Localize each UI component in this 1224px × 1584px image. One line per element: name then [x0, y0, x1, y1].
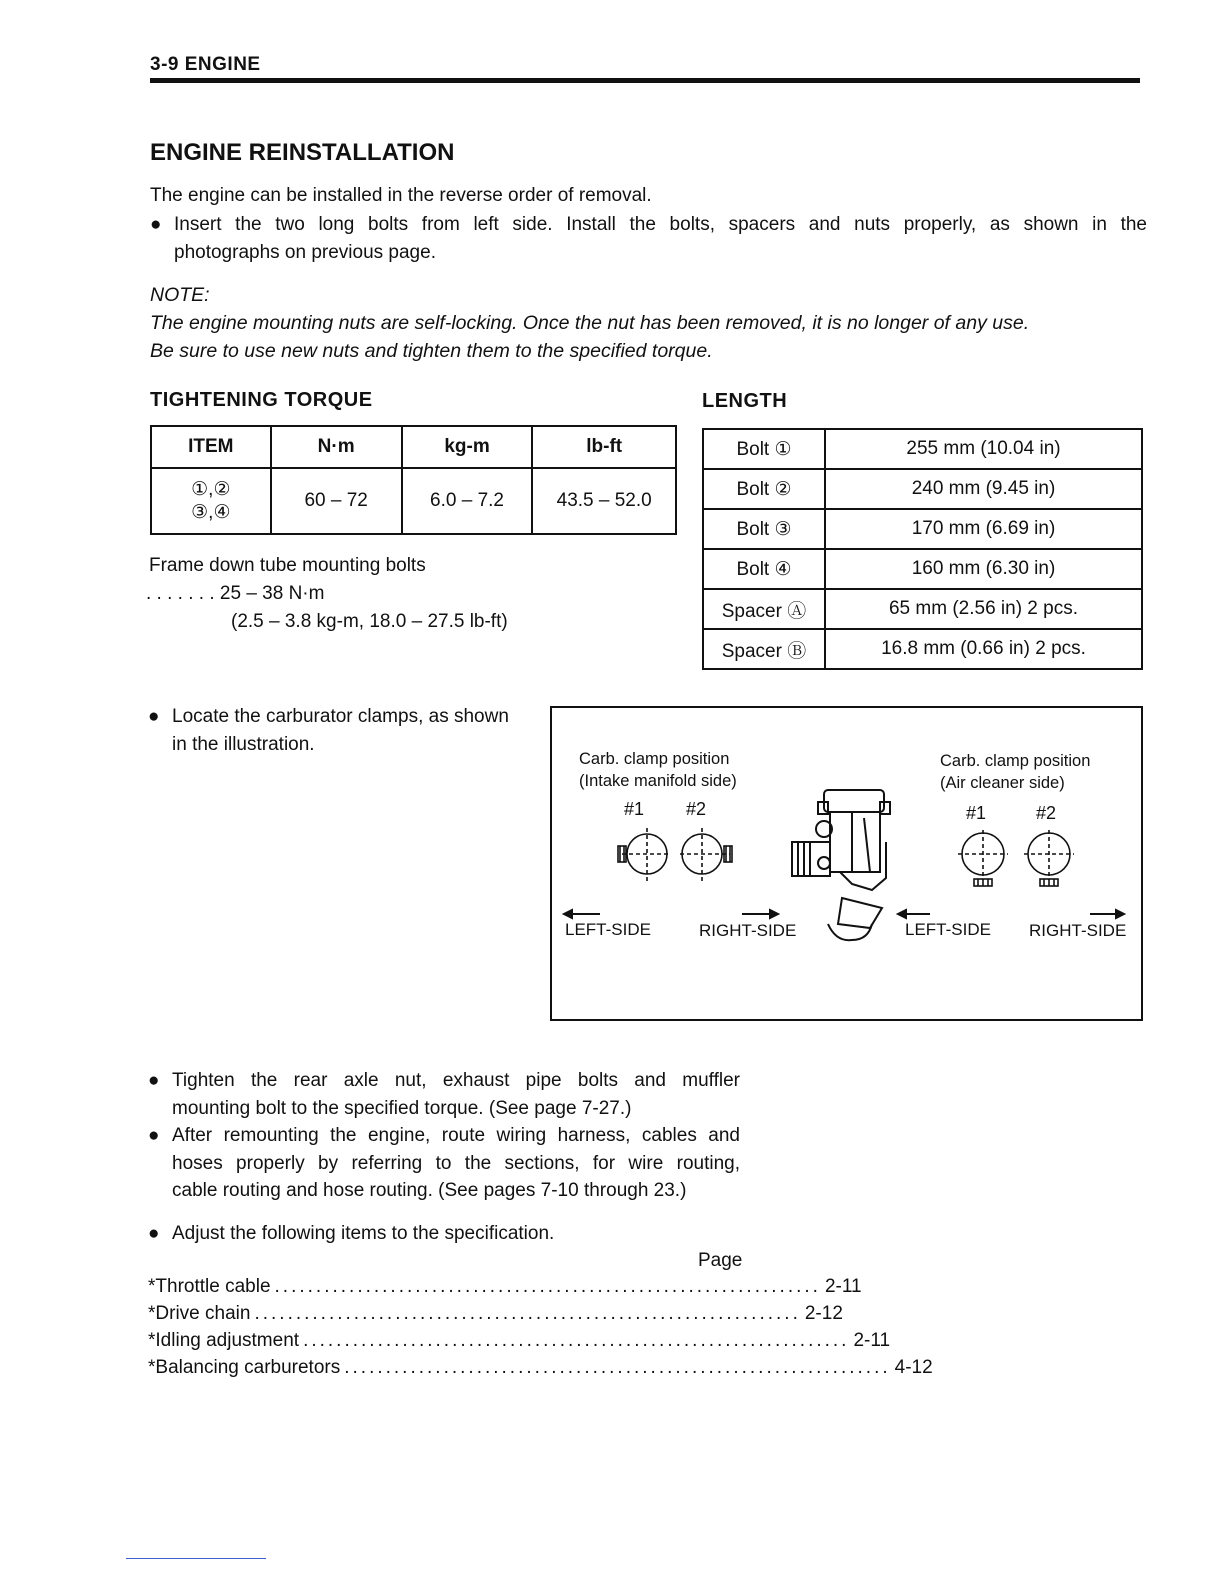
length-row — [703, 549, 1142, 589]
asterisk-icon: * — [148, 1276, 156, 1297]
adjust-item-name: Drive chain — [155, 1303, 251, 1324]
length-row — [703, 589, 1142, 629]
bullet4-line2: hoses properly by referring to the sections, for wire routing, — [172, 1153, 740, 1174]
length-value: 65 mm (2.56 in) 2 pcs. — [825, 589, 1142, 629]
length-part: Bolt ② — [703, 469, 825, 509]
air-cleaner-clamp-2-label: #2 — [1036, 803, 1057, 823]
frame-bolts-conversion: (2.5 – 3.8 kg-m, 18.0 – 27.5 lb-ft) — [231, 611, 508, 632]
leader-dots: .................................................................. — [254, 1303, 801, 1324]
bullet-dot: ● — [148, 1070, 160, 1091]
list-item — [148, 1357, 933, 1379]
length-value: 170 mm (6.69 in) — [825, 509, 1142, 549]
length-row — [703, 469, 1142, 509]
carb-bullet-line1: Locate the carburator clamps, as shown — [172, 706, 509, 727]
length-row — [703, 509, 1142, 549]
bullet-dot: ● — [148, 706, 160, 727]
torque-header-kgm: kg-m — [402, 426, 533, 468]
list-item — [148, 1303, 843, 1325]
intake-clamp-1-label: #1 — [624, 799, 645, 819]
direction-arrows — [564, 910, 1124, 918]
torque-lbft-value: 43.5 – 52.0 — [532, 468, 676, 534]
bullet-dot: ● — [150, 214, 162, 235]
torque-header-nm: N·m — [271, 426, 402, 468]
bullet-dot: ● — [148, 1125, 160, 1146]
frame-bolts-value: . . . . . . . 25 – 38 N·m — [146, 583, 325, 604]
page-title: ENGINE REINSTALLATION — [150, 139, 455, 166]
bullet1-line2: photographs on previous page. — [174, 242, 436, 263]
air-cleaner-clamp-diagram — [958, 830, 1074, 886]
intro-text: The engine can be installed in the reverse order of removal. — [150, 185, 652, 206]
bullet3-line1: Tighten the rear axle nut, exhaust pipe bolts and muffler — [172, 1070, 740, 1091]
torque-nm-value: 60 – 72 — [271, 468, 402, 534]
adjust-item-name: Balancing carburetors — [155, 1357, 341, 1378]
asterisk-icon: * — [148, 1303, 156, 1324]
air-cleaner-clamp-1-label: #1 — [966, 803, 987, 823]
length-row — [703, 629, 1142, 669]
leader-dots: .................................................................. — [344, 1357, 891, 1378]
adjust-item-page: 2-11 — [853, 1330, 891, 1351]
intake-right-side-label: RIGHT-SIDE — [699, 921, 797, 940]
section-header: 3-9 ENGINE — [150, 54, 261, 75]
air-cleaner-caption-line2: (Air cleaner side) — [940, 774, 1065, 792]
length-part: Bolt ④ — [703, 549, 825, 589]
length-value: 160 mm (6.30 in) — [825, 549, 1142, 589]
list-item — [148, 1276, 862, 1298]
bullet3-line2: mounting bolt to the specified torque. (See page 7-27.) — [172, 1098, 632, 1119]
bullet-dot: ● — [148, 1223, 160, 1244]
length-label: LENGTH — [702, 390, 788, 412]
header-rule — [150, 78, 1140, 83]
intake-clamp-2-label: #2 — [686, 799, 707, 819]
bullet1-line1: Insert the two long bolts from left side. Install the bolts, spacers and nuts properly, as shown in the — [174, 214, 1147, 235]
length-value: 240 mm (9.45 in) — [825, 469, 1142, 509]
adjust-item-name: Throttle cable — [155, 1276, 271, 1297]
length-part: Spacer Ⓑ — [703, 629, 825, 669]
list-item — [148, 1330, 891, 1352]
air-cleaner-caption-line1: Carb. clamp position — [940, 752, 1091, 770]
bullet4-line3: cable routing and hose routing. (See pages 7-10 through 23.) — [172, 1180, 687, 1201]
intake-caption-line1: Carb. clamp position — [579, 750, 730, 768]
leader-dots: .................................................................. — [274, 1276, 821, 1297]
air-cleaner-left-side-label: LEFT-SIDE — [905, 920, 991, 939]
torque-item-cell — [151, 468, 271, 534]
torque-label: TIGHTENING TORQUE — [150, 389, 373, 411]
torque-header-item: ITEM — [151, 426, 271, 468]
length-row — [703, 429, 1142, 469]
length-part: Bolt ① — [703, 429, 825, 469]
bullet5-line1: Adjust the following items to the specification. — [172, 1223, 555, 1244]
length-value: 16.8 mm (0.66 in) 2 pcs. — [825, 629, 1142, 669]
adjust-item-page: 2-12 — [804, 1303, 843, 1324]
length-value: 255 mm (10.04 in) — [825, 429, 1142, 469]
page-column-header: Page — [698, 1250, 743, 1271]
intake-clamp-diagram — [618, 828, 732, 883]
torque-item-line1: ①,② — [191, 479, 231, 500]
air-cleaner-right-side-label: RIGHT-SIDE — [1029, 921, 1127, 940]
note-label: NOTE: — [150, 284, 210, 306]
length-part: Bolt ③ — [703, 509, 825, 549]
footer-rule — [126, 1558, 266, 1559]
intake-left-side-label: LEFT-SIDE — [565, 920, 651, 939]
torque-item-line2: ③,④ — [191, 502, 231, 523]
carb-illustration — [550, 706, 1143, 1021]
length-table — [702, 428, 1143, 670]
carburetor-drawing — [792, 790, 890, 940]
torque-header-lbft: lb-ft — [532, 426, 676, 468]
asterisk-icon: * — [148, 1330, 156, 1351]
carb-bullet-line2: in the illustration. — [172, 734, 315, 755]
adjust-item-page: 4-12 — [894, 1357, 933, 1378]
adjust-item-page: 2-11 — [824, 1276, 862, 1297]
frame-bolts-title: Frame down tube mounting bolts — [149, 555, 426, 576]
torque-table — [150, 425, 677, 535]
intake-caption-line2: (Intake manifold side) — [579, 772, 737, 790]
bullet4-line1: After remounting the engine, route wiring harness, cables and — [172, 1125, 740, 1146]
length-part: Spacer Ⓐ — [703, 589, 825, 629]
leader-dots: .................................................................. — [303, 1330, 850, 1351]
adjust-item-name: Idling adjustment — [155, 1330, 300, 1351]
note-line2: Be sure to use new nuts and tighten them to the specified torque. — [150, 340, 713, 362]
note-line1: The engine mounting nuts are self-locking. Once the nut has been removed, it is no longer of any use. — [150, 312, 1030, 334]
torque-kgm-value: 6.0 – 7.2 — [402, 468, 533, 534]
asterisk-icon: * — [148, 1357, 156, 1378]
